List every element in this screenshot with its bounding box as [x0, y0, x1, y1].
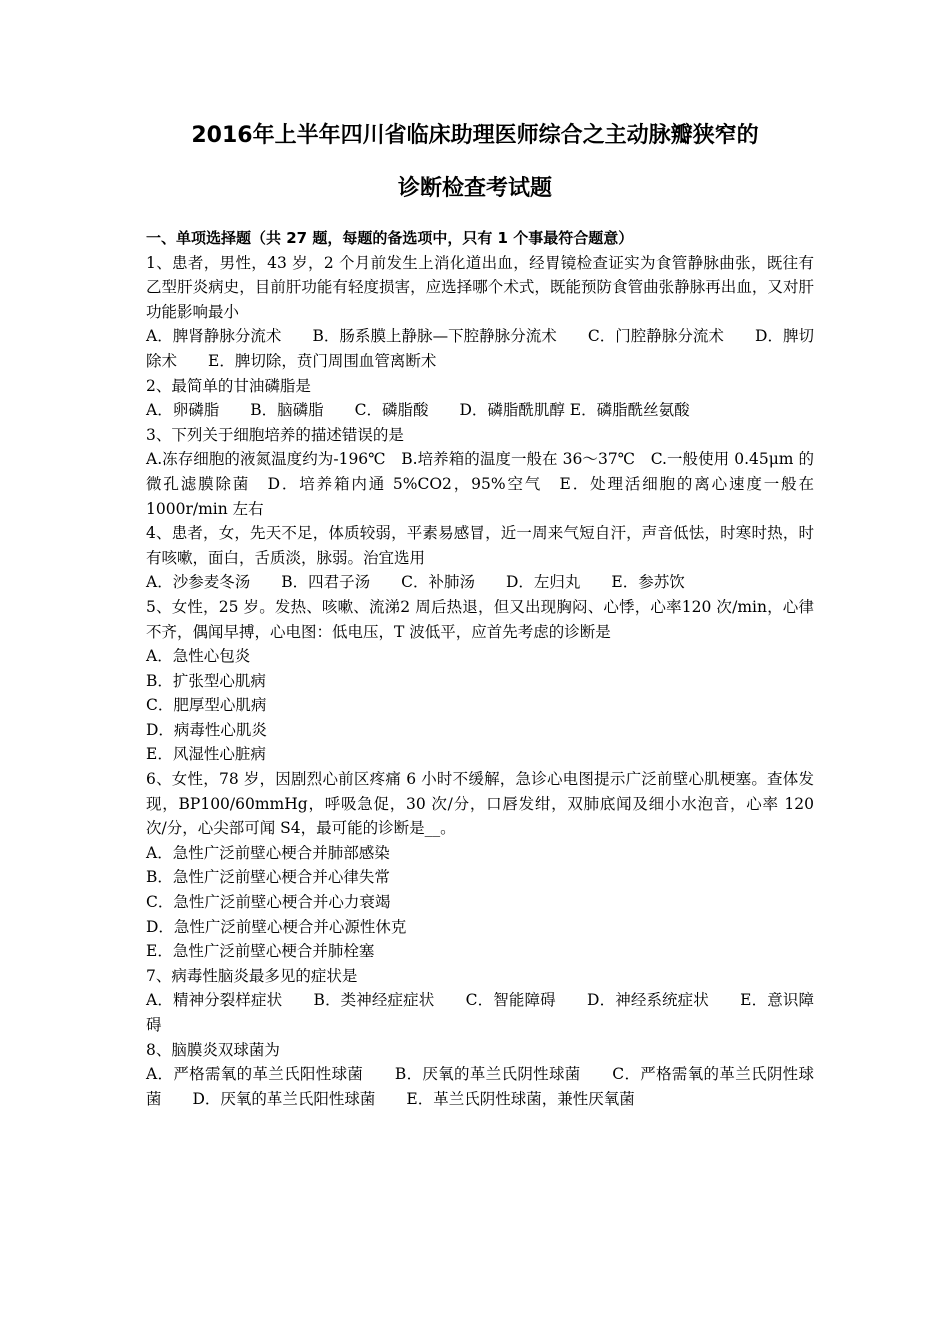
question-2-stem: 2、最简单的甘油磷脂是 — [146, 376, 311, 395]
question-1-stem: 1、患者，男性，43 岁，2 个月前发生上消化道出血，经胃镜检查证实为食管静脉曲张，既往有乙型肝炎病史，目前肝功能有轻度损害，应选择哪个术式，既能预防食管曲张静脉再出血，又对肝功能影响最小 — [146, 253, 814, 321]
document-body — [146, 226, 814, 1111]
question-7-stem: 7、病毒性脑炎最多见的症状是 — [146, 966, 358, 985]
question-6-stem: 6、女性，78 岁，因剧烈心前区疼痛 6 小时不缓解，急诊心电图提示广泛前壁心肌梗塞。查体发现，BP100/60mmHg，呼吸急促，30 次/分，口唇发绀，双肺底闻及细小水泡音，心率 120 次/分，心尖部可闻 S4，最可能的诊断是__。 — [146, 770, 814, 838]
question-5-option-d: D．病毒性心肌炎 — [146, 720, 267, 739]
question-6-option-c: C．急性广泛前壁心梗合并心力衰竭 — [146, 893, 391, 912]
document-title-line-1: 2016年上半年四川省临床助理医师综合之主动脉瓣狭窄的 — [191, 123, 759, 148]
question-8-options: A．严格需氧的革兰氏阳性球菌 B．厌氧的革兰氏阴性球菌 C．严格需氧的革兰氏阴性球菌 D．厌氧的革兰氏阳性球菌 E．革兰氏阴性球菌，兼性厌氧菌 — [146, 1065, 814, 1108]
question-7-options: A．精神分裂样症状 B．类神经症症状 C．智能障碍 D．神经系统症状 E．意识障碍 — [146, 991, 814, 1034]
question-3-options: A.冻存细胞的液氮温度约为-196℃ B.培养箱的温度一般在 36～37℃ C.一般使用 0.45μm 的微孔滤膜除菌 D．培养箱内通 5%CO2，95%空气 E．处理活细胞的离心速度一般在 1000r/min 左右 — [146, 450, 814, 518]
document-title-line-2: 诊断检查考试题 — [397, 176, 552, 201]
question-6-option-d: D．急性广泛前壁心梗合并心源性休克 — [146, 917, 407, 936]
section-heading: 一、单项选择题（共 27 题，每题的备选项中，只有 1 个事最符合题意） — [146, 229, 634, 247]
question-4-options: A．沙参麦冬汤 B．四君子汤 C．补肺汤 D．左归丸 E．参苏饮 — [146, 573, 685, 592]
question-5-option-e: E．风湿性心脏病 — [146, 745, 266, 764]
question-5-stem: 5、女性，25 岁。发热、咳嗽、流涕2 周后热退，但又出现胸闷、心悸，心率120 次/min，心律不齐，偶闻早搏，心电图：低电压，T 波低平，应首先考虑的诊断是 — [146, 597, 814, 641]
question-5-option-b: B．扩张型心肌病 — [146, 671, 266, 690]
question-8-stem: 8、脑膜炎双球菌为 — [146, 1040, 280, 1059]
question-6-option-b: B．急性广泛前壁心梗合并心律失常 — [146, 868, 390, 887]
question-6-option-a: A．急性广泛前壁心梗合并肺部感染 — [146, 843, 390, 862]
question-6-option-e: E．急性广泛前壁心梗合并肺栓塞 — [146, 942, 375, 961]
question-3-stem: 3、下列关于细胞培养的描述错误的是 — [146, 425, 404, 444]
question-4-stem: 4、患者，女，先天不足，体质较弱，平素易感冒，近一周来气短自汗，声音低怯，时寒时热，时有咳嗽，面白，舌质淡，脉弱。治宜选用 — [146, 524, 814, 567]
question-1-options: A．脾肾静脉分流术 B．肠系膜上静脉—下腔静脉分流术 C．门腔静脉分流术 D．脾切除术 E．脾切除，贲门周围血管离断术 — [146, 327, 814, 370]
question-5-option-c: C．肥厚型心肌病 — [146, 696, 267, 715]
question-5-option-a: A．急性心包炎 — [146, 647, 251, 666]
question-2-options: A．卵磷脂 B．脑磷脂 C．磷脂酸 D．磷脂酰肌醇 E．磷脂酰丝氨酸 — [146, 401, 690, 420]
